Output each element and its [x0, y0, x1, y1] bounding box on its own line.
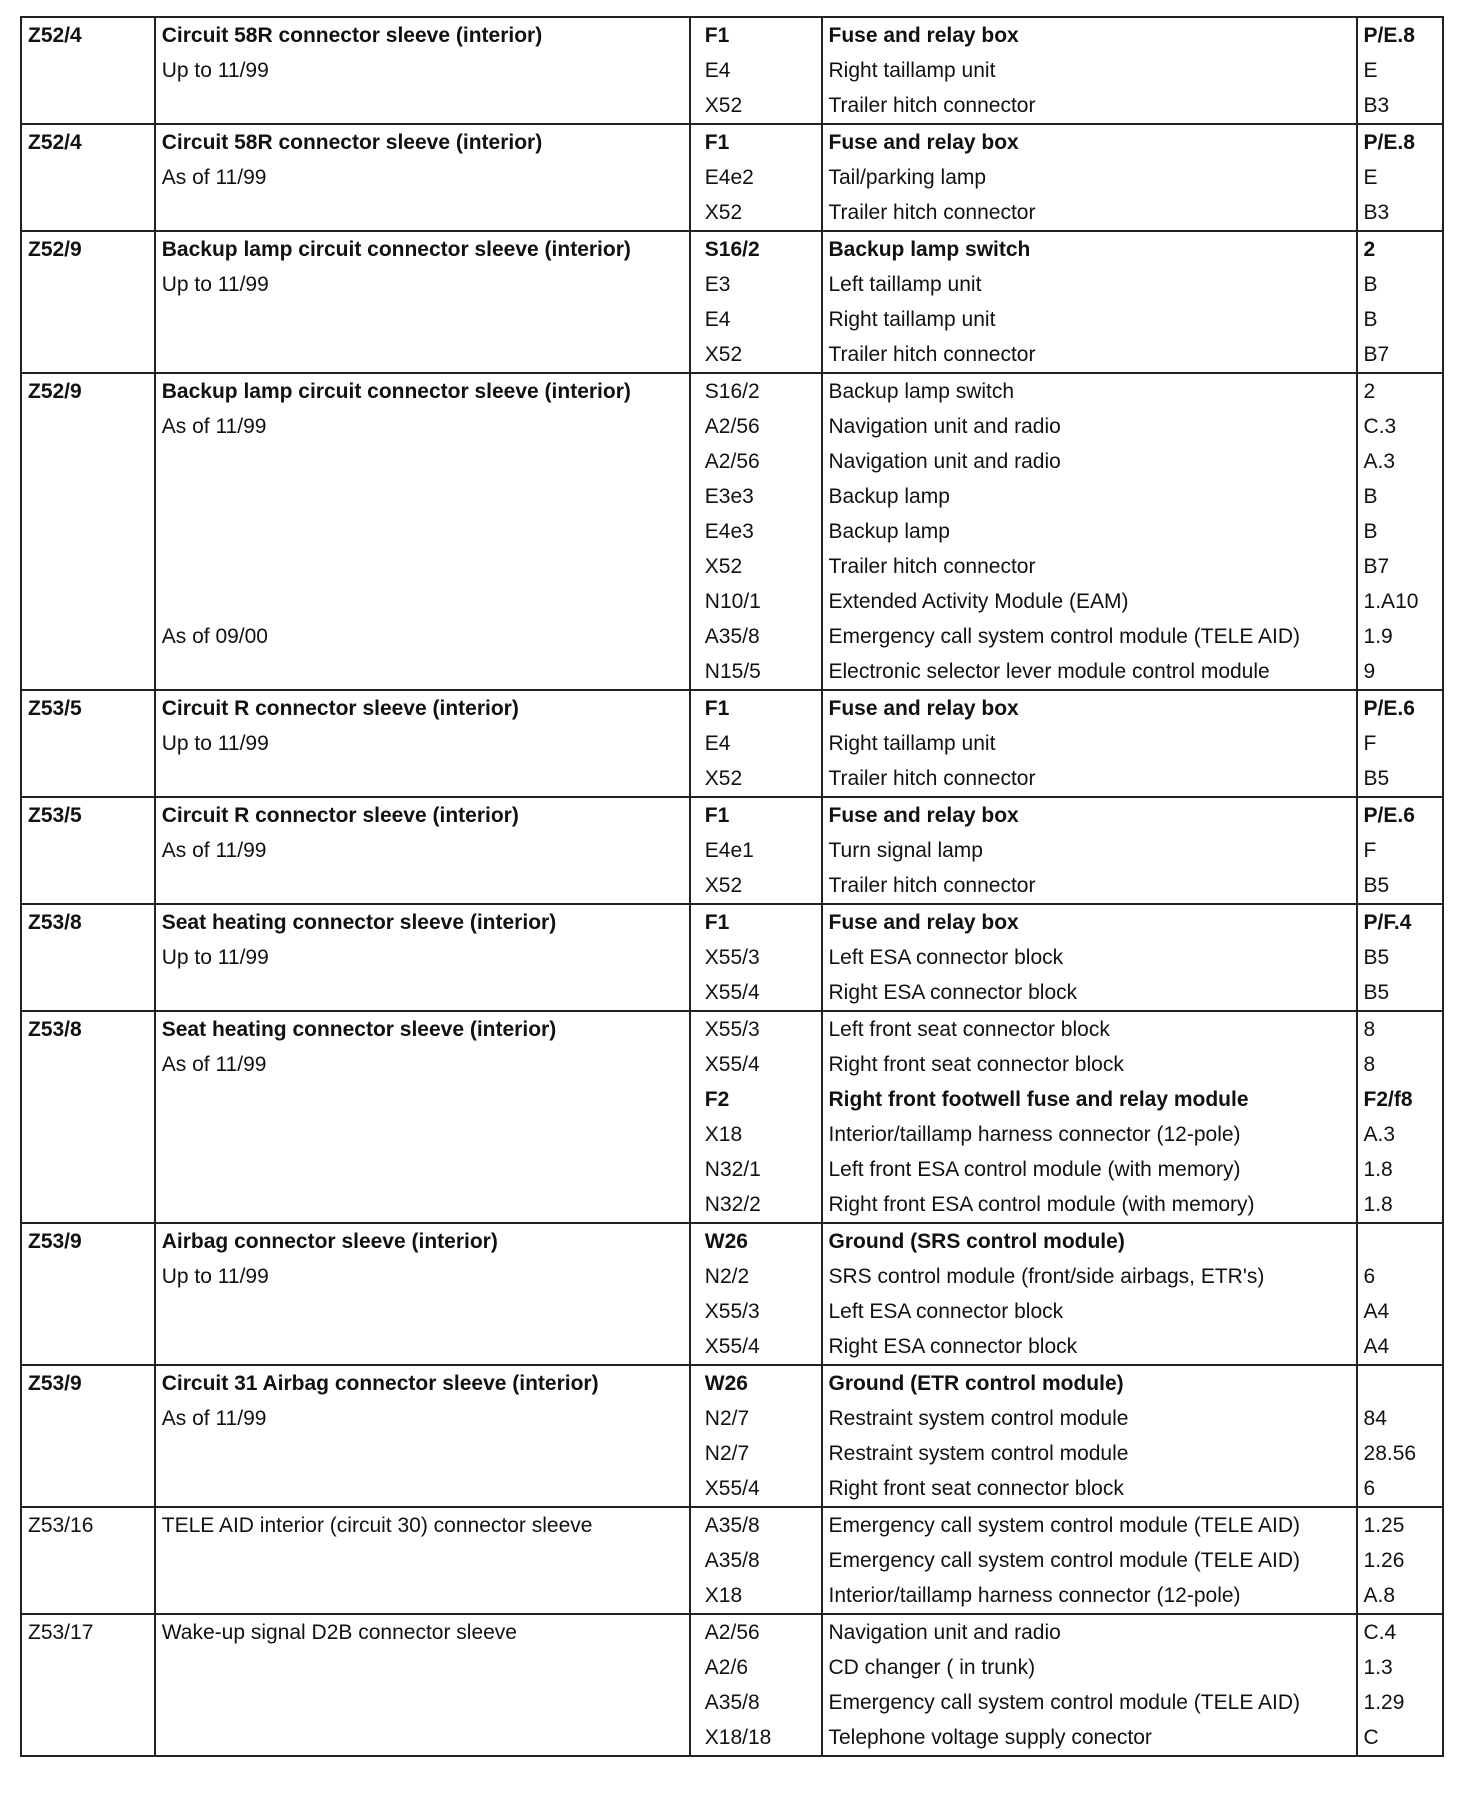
component-id-cell	[690, 690, 822, 797]
pin-location: B3	[1363, 94, 1390, 117]
connector-code: Z53/8	[28, 911, 82, 934]
connector-code: Z53/9	[28, 1230, 82, 1253]
connector-title: Seat heating connector sleeve (interior)	[161, 911, 557, 934]
table-row	[21, 1223, 1443, 1365]
connector-description-cell	[155, 1507, 690, 1614]
component-name: Left front ESA control module (with memory)	[828, 1158, 1241, 1181]
pin-location: A4	[1363, 1300, 1390, 1323]
component-name-cell	[822, 373, 1357, 690]
component-name: Turn signal lamp	[828, 839, 983, 862]
connector-description-cell	[155, 1365, 690, 1507]
validity-note: Up to 11/99	[161, 273, 269, 296]
component-name: Emergency call system control module (TELE AID)	[828, 1691, 1300, 1714]
component-name: Right front ESA control module (with memory)	[828, 1193, 1255, 1216]
validity-note: As of 11/99	[161, 1053, 267, 1076]
validity-note: As of 11/99	[161, 1407, 267, 1430]
component-name: Trailer hitch connector	[828, 555, 1036, 578]
component-name: Electronic selector lever module control module	[828, 660, 1270, 683]
component-name-cell	[822, 690, 1357, 797]
connector-code-cell	[21, 904, 155, 1011]
connector-code-cell	[21, 1223, 155, 1365]
connector-code: Z53/17	[28, 1621, 94, 1644]
location-cell	[1357, 1507, 1443, 1614]
component-id: N32/1	[704, 1158, 761, 1181]
component-name: Right ESA connector block	[828, 1335, 1078, 1358]
pin-location: C.4	[1363, 1621, 1397, 1644]
pin-location: B	[1363, 308, 1378, 331]
connector-code: Z52/9	[28, 238, 82, 261]
component-id: A2/56	[704, 450, 760, 473]
component-id: X55/3	[704, 1018, 760, 1041]
component-name: Interior/taillamp harness connector (12-pole)	[828, 1584, 1241, 1607]
component-id: E4	[704, 308, 731, 331]
component-name: Left taillamp unit	[828, 273, 982, 296]
component-id: W26	[704, 1372, 748, 1395]
pin-location: 8	[1363, 1018, 1376, 1041]
connector-title: Circuit 58R connector sleeve (interior)	[161, 24, 543, 47]
component-id: E4e2	[704, 166, 754, 189]
table-row	[21, 373, 1443, 690]
connector-title: Backup lamp circuit connector sleeve (interior)	[161, 380, 631, 403]
connector-title: Circuit R connector sleeve (interior)	[161, 804, 519, 827]
pin-location: P/F.4	[1363, 911, 1412, 934]
connector-description-cell	[155, 373, 690, 690]
component-name: Navigation unit and radio	[828, 415, 1061, 438]
component-name: Right taillamp unit	[828, 732, 996, 755]
validity-note	[156, 514, 689, 549]
connector-code: Z52/9	[28, 380, 82, 403]
component-id: X55/4	[704, 1335, 760, 1358]
component-name: Trailer hitch connector	[828, 343, 1036, 366]
component-name: Fuse and relay box	[828, 131, 1019, 154]
location-cell	[1357, 1223, 1443, 1365]
connector-title: Circuit R connector sleeve (interior)	[161, 697, 519, 720]
component-id: A2/6	[704, 1656, 748, 1679]
component-name: CD changer ( in trunk)	[828, 1656, 1036, 1679]
location-cell	[1357, 904, 1443, 1011]
component-id: X52	[704, 874, 743, 897]
connector-description-cell	[155, 17, 690, 124]
validity-note: Up to 11/99	[161, 1265, 269, 1288]
component-name: Left ESA connector block	[828, 946, 1064, 969]
connector-code-cell	[21, 1614, 155, 1756]
connector-code-cell	[21, 373, 155, 690]
location-cell	[1357, 124, 1443, 231]
component-id: X52	[704, 201, 743, 224]
validity-note	[156, 584, 689, 619]
location-cell	[1357, 1614, 1443, 1756]
component-name: Navigation unit and radio	[828, 1621, 1061, 1644]
component-name: Backup lamp switch	[828, 238, 1031, 261]
component-id: X52	[704, 767, 743, 790]
location-cell	[1357, 1011, 1443, 1223]
component-id: A35/8	[704, 1549, 760, 1572]
table-row	[21, 904, 1443, 1011]
pin-location: B7	[1363, 343, 1390, 366]
component-name: Right taillamp unit	[828, 59, 996, 82]
component-name: Restraint system control module	[828, 1407, 1129, 1430]
pin-location: 1.29	[1363, 1691, 1405, 1714]
component-id: F1	[704, 24, 730, 47]
component-id: S16/2	[704, 238, 760, 261]
location-cell	[1357, 690, 1443, 797]
component-id: X55/3	[704, 946, 760, 969]
pin-location: 9	[1363, 660, 1376, 683]
component-name: Fuse and relay box	[828, 24, 1019, 47]
connector-code-cell	[21, 1507, 155, 1614]
connector-title: Airbag connector sleeve (interior)	[161, 1230, 498, 1253]
component-name: Fuse and relay box	[828, 697, 1019, 720]
connector-code-cell	[21, 797, 155, 904]
pin-location: 1.26	[1363, 1549, 1405, 1572]
pin-location: C	[1363, 1726, 1379, 1749]
component-name: Trailer hitch connector	[828, 767, 1036, 790]
table-row	[21, 17, 1443, 124]
validity-note: As of 11/99	[161, 415, 267, 438]
component-name: Fuse and relay box	[828, 911, 1019, 934]
pin-location: E	[1363, 166, 1378, 189]
connector-description-cell	[155, 1614, 690, 1756]
connector-code: Z53/8	[28, 1018, 82, 1041]
table-row	[21, 1507, 1443, 1614]
component-name: Trailer hitch connector	[828, 201, 1036, 224]
pin-location: 1.A10	[1363, 590, 1419, 613]
component-name: Extended Activity Module (EAM)	[828, 590, 1129, 613]
component-name: Backup lamp	[828, 485, 950, 508]
connector-description-cell	[155, 231, 690, 373]
component-id: N15/5	[704, 660, 761, 683]
component-id: X18	[704, 1584, 743, 1607]
pin-location: 1.8	[1363, 1158, 1393, 1181]
validity-note	[156, 444, 689, 479]
component-name: Left front seat connector block	[828, 1018, 1110, 1041]
connector-code-cell	[21, 17, 155, 124]
component-id-cell	[690, 1507, 822, 1614]
validity-note	[156, 549, 689, 584]
component-id: X18	[704, 1123, 743, 1146]
component-name: Telephone voltage supply conector	[828, 1726, 1152, 1749]
component-name: Emergency call system control module (TELE AID)	[828, 1549, 1300, 1572]
pin-location: A.8	[1363, 1584, 1396, 1607]
component-name-cell	[822, 1223, 1357, 1365]
component-id-cell	[690, 1011, 822, 1223]
component-name: Trailer hitch connector	[828, 874, 1036, 897]
component-name-cell	[822, 1011, 1357, 1223]
component-name: Right front seat connector block	[828, 1477, 1124, 1500]
pin-location: F	[1363, 732, 1377, 755]
pin-location: C.3	[1363, 415, 1397, 438]
validity-note: Up to 11/99	[161, 59, 269, 82]
component-name: Emergency call system control module (TELE AID)	[828, 1514, 1300, 1537]
component-id: A2/56	[704, 1621, 760, 1644]
component-id-cell	[690, 904, 822, 1011]
component-id: X52	[704, 555, 743, 578]
pin-location: F2/f8	[1363, 1088, 1413, 1111]
component-name-cell	[822, 124, 1357, 231]
component-id-cell	[690, 373, 822, 690]
pin-location: F	[1363, 839, 1377, 862]
pin-location: A.3	[1363, 450, 1396, 473]
component-name-cell	[822, 797, 1357, 904]
component-name: SRS control module (front/side airbags, ETR's)	[828, 1265, 1265, 1288]
component-id-cell	[690, 231, 822, 373]
component-id: X18/18	[704, 1726, 772, 1749]
component-name-cell	[822, 231, 1357, 373]
pin-location: B7	[1363, 555, 1390, 578]
component-name: Right front footwell fuse and relay module	[828, 1088, 1249, 1111]
component-id: W26	[704, 1230, 748, 1253]
pin-location: P/E.6	[1363, 804, 1415, 827]
pin-location	[1358, 1366, 1442, 1401]
table-row	[21, 1365, 1443, 1507]
pin-location: 6	[1363, 1477, 1376, 1500]
location-cell	[1357, 231, 1443, 373]
component-id: N2/2	[704, 1265, 750, 1288]
connector-code: Z53/5	[28, 697, 82, 720]
pin-location: B5	[1363, 946, 1390, 969]
component-id: X55/3	[704, 1300, 760, 1323]
table-row	[21, 690, 1443, 797]
component-name-cell	[822, 1365, 1357, 1507]
component-name: Emergency call system control module (TELE AID)	[828, 625, 1300, 648]
connector-code-cell	[21, 124, 155, 231]
component-id: N2/7	[704, 1442, 750, 1465]
component-name: Fuse and relay box	[828, 804, 1019, 827]
connector-sleeve-table	[20, 16, 1444, 1757]
pin-location: P/E.8	[1363, 131, 1415, 154]
component-id: E3	[704, 273, 731, 296]
component-id: X52	[704, 343, 743, 366]
component-id: F1	[704, 911, 730, 934]
pin-location: 1.8	[1363, 1193, 1393, 1216]
component-id: X52	[704, 94, 743, 117]
connector-code: Z52/4	[28, 24, 82, 47]
connector-code-cell	[21, 231, 155, 373]
component-name: Navigation unit and radio	[828, 450, 1061, 473]
pin-location: A.3	[1363, 1123, 1396, 1146]
component-name: Interior/taillamp harness connector (12-pole)	[828, 1123, 1241, 1146]
pin-location: 28.56	[1363, 1442, 1417, 1465]
component-name-cell	[822, 1507, 1357, 1614]
component-name: Right taillamp unit	[828, 308, 996, 331]
component-name-cell	[822, 17, 1357, 124]
component-id-cell	[690, 797, 822, 904]
location-cell	[1357, 1365, 1443, 1507]
table-row	[21, 1011, 1443, 1223]
pin-location: B	[1363, 520, 1378, 543]
connector-description-cell	[155, 904, 690, 1011]
component-name: Restraint system control module	[828, 1442, 1129, 1465]
component-id: X55/4	[704, 1477, 760, 1500]
validity-note: As of 09/00	[161, 625, 268, 648]
component-id: E4	[704, 59, 731, 82]
component-id: E4e3	[704, 520, 754, 543]
pin-location: A4	[1363, 1335, 1390, 1358]
component-id-cell	[690, 1365, 822, 1507]
component-id: X55/4	[704, 1053, 760, 1076]
connector-title: Circuit 58R connector sleeve (interior)	[161, 131, 543, 154]
pin-location: 8	[1363, 1053, 1376, 1076]
connector-code-cell	[21, 1011, 155, 1223]
connector-description-cell	[155, 124, 690, 231]
location-cell	[1357, 373, 1443, 690]
connector-title: Backup lamp circuit connector sleeve (interior)	[161, 238, 631, 261]
pin-location: 84	[1363, 1407, 1387, 1430]
component-id: N32/2	[704, 1193, 761, 1216]
component-name: Left ESA connector block	[828, 1300, 1064, 1323]
pin-location: P/E.6	[1363, 697, 1415, 720]
component-id: F1	[704, 131, 730, 154]
connector-code-cell	[21, 1365, 155, 1507]
connector-description-cell	[155, 1223, 690, 1365]
component-id-cell	[690, 17, 822, 124]
connector-code-cell	[21, 690, 155, 797]
component-id-cell	[690, 124, 822, 231]
validity-note	[156, 479, 689, 514]
pin-location: B	[1363, 485, 1378, 508]
validity-note: Up to 11/99	[161, 946, 269, 969]
component-id: E3e3	[704, 485, 754, 508]
component-id: S16/2	[704, 380, 760, 403]
connector-description-cell	[155, 690, 690, 797]
table-row	[21, 231, 1443, 373]
component-id-cell	[690, 1614, 822, 1756]
location-cell	[1357, 17, 1443, 124]
pin-location: B5	[1363, 767, 1390, 790]
connector-code: Z53/16	[28, 1514, 94, 1537]
component-name-cell	[822, 904, 1357, 1011]
pin-location: B3	[1363, 201, 1390, 224]
component-id: A35/8	[704, 1514, 760, 1537]
component-name: Backup lamp	[828, 520, 950, 543]
component-name: Backup lamp switch	[828, 380, 1015, 403]
connector-description-cell	[155, 797, 690, 904]
component-id: F1	[704, 804, 730, 827]
connector-description-cell	[155, 1011, 690, 1223]
connector-code: Z53/9	[28, 1372, 82, 1395]
pin-location: P/E.8	[1363, 24, 1415, 47]
component-name: Trailer hitch connector	[828, 94, 1036, 117]
component-id: N10/1	[704, 590, 761, 613]
table-row	[21, 124, 1443, 231]
pin-location: B5	[1363, 981, 1390, 1004]
component-name: Ground (ETR control module)	[828, 1372, 1124, 1395]
component-name: Right front seat connector block	[828, 1053, 1124, 1076]
pin-location: 2	[1363, 380, 1376, 403]
component-id: E4	[704, 732, 731, 755]
pin-location: 1.3	[1363, 1656, 1393, 1679]
component-id: A2/56	[704, 415, 760, 438]
location-cell	[1357, 797, 1443, 904]
validity-note: Up to 11/99	[161, 732, 269, 755]
table-row	[21, 797, 1443, 904]
component-id: A35/8	[704, 625, 760, 648]
connector-title: TELE AID interior (circuit 30) connector sleeve	[161, 1514, 593, 1537]
validity-note: As of 11/99	[161, 839, 267, 862]
connector-code: Z53/5	[28, 804, 82, 827]
pin-location: 1.9	[1363, 625, 1393, 648]
component-id: F1	[704, 697, 730, 720]
pin-location: B5	[1363, 874, 1390, 897]
validity-note: As of 11/99	[161, 166, 267, 189]
component-name: Ground (SRS control module)	[828, 1230, 1125, 1253]
component-id: F2	[704, 1088, 730, 1111]
component-id: A35/8	[704, 1691, 760, 1714]
pin-location: E	[1363, 59, 1378, 82]
connector-code: Z52/4	[28, 131, 82, 154]
table-row	[21, 1614, 1443, 1756]
component-name: Right ESA connector block	[828, 981, 1078, 1004]
pin-location: 6	[1363, 1265, 1376, 1288]
component-id: E4e1	[704, 839, 754, 862]
pin-location: B	[1363, 273, 1378, 296]
component-name: Tail/parking lamp	[828, 166, 987, 189]
connector-title: Wake-up signal D2B connector sleeve	[161, 1621, 517, 1644]
component-id-cell	[690, 1223, 822, 1365]
pin-location: 2	[1363, 238, 1376, 261]
connector-title: Circuit 31 Airbag connector sleeve (interior)	[161, 1372, 599, 1395]
component-id: X55/4	[704, 981, 760, 1004]
pin-location: 1.25	[1363, 1514, 1405, 1537]
pin-location	[1358, 1224, 1442, 1259]
connector-title: Seat heating connector sleeve (interior)	[161, 1018, 557, 1041]
component-id: N2/7	[704, 1407, 750, 1430]
component-name-cell	[822, 1614, 1357, 1756]
